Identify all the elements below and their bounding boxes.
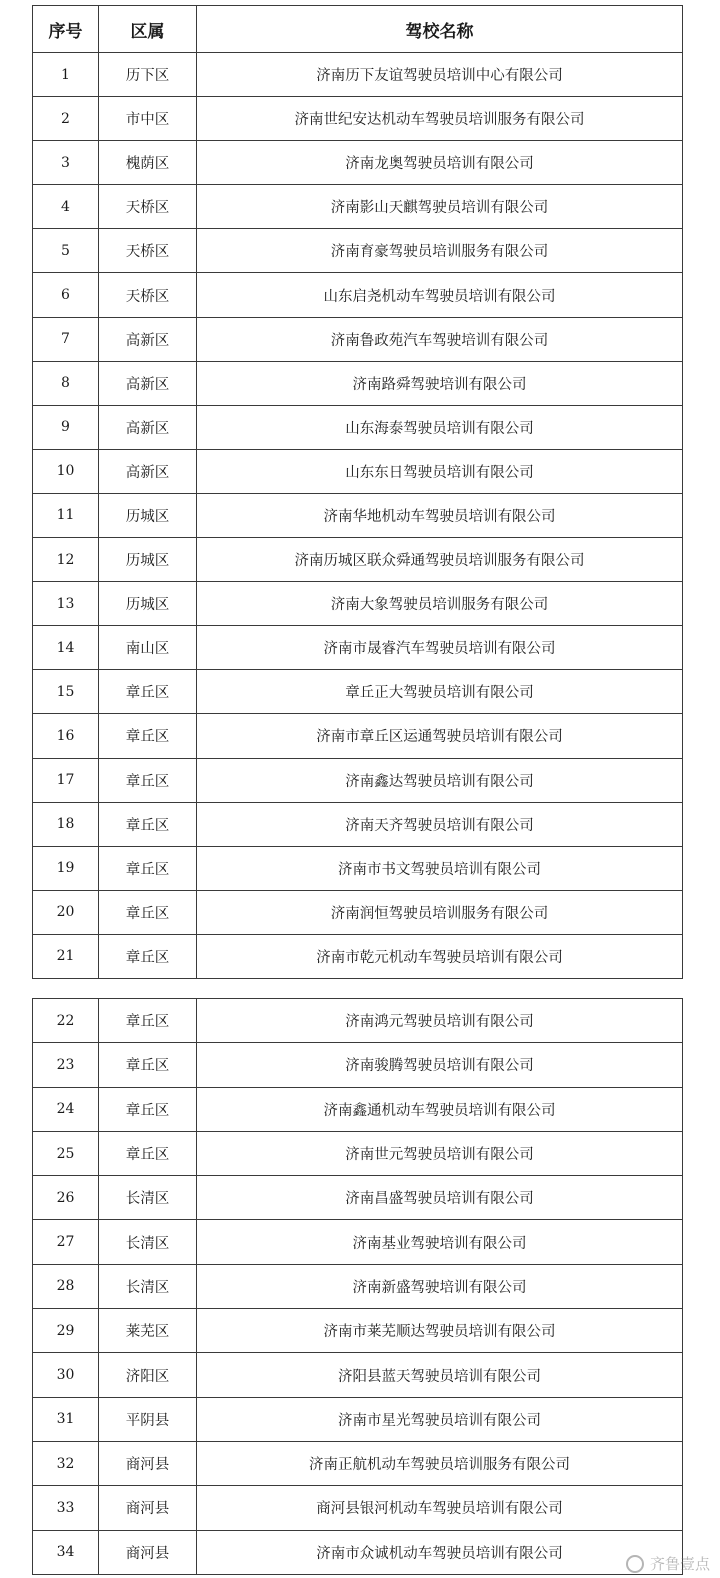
cell-school-name: 济南基业驾驶培训有限公司 xyxy=(197,1220,683,1264)
cell-index: 18 xyxy=(33,802,99,846)
cell-school-name: 济南润恒驾驶员培训服务有限公司 xyxy=(197,890,683,934)
cell-school-name: 济南鲁政苑汽车驾驶培训有限公司 xyxy=(197,317,683,361)
cell-district: 天桥区 xyxy=(99,185,197,229)
cell-index: 14 xyxy=(33,626,99,670)
cell-district: 天桥区 xyxy=(99,229,197,273)
table-row xyxy=(33,758,683,802)
cell-index: 9 xyxy=(33,405,99,449)
table-row xyxy=(33,449,683,493)
table-row xyxy=(33,538,683,582)
cell-index: 34 xyxy=(33,1530,99,1574)
table-row xyxy=(33,1087,683,1131)
cell-district: 章丘区 xyxy=(99,846,197,890)
cell-index: 21 xyxy=(33,934,99,978)
cell-school-name: 山东海泰驾驶员培训有限公司 xyxy=(197,405,683,449)
header-school-name: 驾校名称 xyxy=(197,6,683,53)
cell-school-name: 济南市众诚机动车驾驶员培训有限公司 xyxy=(197,1530,683,1574)
table-row xyxy=(33,185,683,229)
driving-school-table-part1 xyxy=(32,5,683,979)
cell-index: 29 xyxy=(33,1309,99,1353)
cell-school-name: 济南正航机动车驾驶员培训服务有限公司 xyxy=(197,1441,683,1485)
cell-district: 槐荫区 xyxy=(99,141,197,185)
cell-index: 33 xyxy=(33,1486,99,1530)
cell-index: 28 xyxy=(33,1264,99,1308)
cell-district: 历城区 xyxy=(99,582,197,626)
cell-district: 章丘区 xyxy=(99,1131,197,1175)
cell-school-name: 山东东日驾驶员培训有限公司 xyxy=(197,449,683,493)
cell-school-name: 济南昌盛驾驶员培训有限公司 xyxy=(197,1176,683,1220)
cell-district: 高新区 xyxy=(99,449,197,493)
cell-school-name: 济南世元驾驶员培训有限公司 xyxy=(197,1131,683,1175)
cell-school-name: 济南新盛驾驶培训有限公司 xyxy=(197,1264,683,1308)
cell-district: 平阴县 xyxy=(99,1397,197,1441)
cell-index: 25 xyxy=(33,1131,99,1175)
cell-school-name: 济南骏腾驾驶员培训有限公司 xyxy=(197,1043,683,1087)
cell-index: 5 xyxy=(33,229,99,273)
cell-index: 2 xyxy=(33,97,99,141)
cell-school-name: 济南市晟睿汽车驾驶员培训有限公司 xyxy=(197,626,683,670)
table-row xyxy=(33,493,683,537)
cell-school-name: 山东启尧机动车驾驶员培训有限公司 xyxy=(197,273,683,317)
header-index: 序号 xyxy=(33,6,99,53)
watermark-text: 齐鲁壹点 xyxy=(649,1555,710,1573)
table-row xyxy=(33,626,683,670)
table-row xyxy=(33,1309,683,1353)
cell-school-name: 济南世纪安达机动车驾驶员培训服务有限公司 xyxy=(197,97,683,141)
table-row xyxy=(33,1397,683,1441)
cell-school-name: 济南育豪驾驶员培训服务有限公司 xyxy=(197,229,683,273)
cell-index: 17 xyxy=(33,758,99,802)
table-row xyxy=(33,714,683,758)
cell-index: 15 xyxy=(33,670,99,714)
table-row xyxy=(33,582,683,626)
cell-district: 高新区 xyxy=(99,317,197,361)
table-row xyxy=(33,361,683,405)
cell-index: 7 xyxy=(33,317,99,361)
cell-index: 6 xyxy=(33,273,99,317)
cell-district: 历城区 xyxy=(99,538,197,582)
cell-school-name: 济南历城区联众舜通驾驶员培训服务有限公司 xyxy=(197,538,683,582)
cell-district: 章丘区 xyxy=(99,999,197,1043)
cell-school-name: 济南历下友谊驾驶员培训中心有限公司 xyxy=(197,53,683,97)
cell-index: 27 xyxy=(33,1220,99,1264)
table-row xyxy=(33,1176,683,1220)
table-row xyxy=(33,53,683,97)
watermark xyxy=(626,1553,710,1574)
table-row xyxy=(33,97,683,141)
cell-school-name: 济南龙奥驾驶员培训有限公司 xyxy=(197,141,683,185)
header-district: 区属 xyxy=(99,6,197,53)
cell-district: 章丘区 xyxy=(99,1087,197,1131)
cell-school-name: 济南市星光驾驶员培训有限公司 xyxy=(197,1397,683,1441)
cell-school-name: 商河县银河机动车驾驶员培训有限公司 xyxy=(197,1486,683,1530)
cell-school-name: 济阳县蓝天驾驶员培训有限公司 xyxy=(197,1353,683,1397)
table-row xyxy=(33,802,683,846)
cell-index: 24 xyxy=(33,1087,99,1131)
cell-district: 长清区 xyxy=(99,1220,197,1264)
cell-school-name: 济南鑫达驾驶员培训有限公司 xyxy=(197,758,683,802)
cell-district: 市中区 xyxy=(99,97,197,141)
cell-district: 章丘区 xyxy=(99,890,197,934)
table-row xyxy=(33,1131,683,1175)
cell-district: 商河县 xyxy=(99,1441,197,1485)
qilu-logo-icon xyxy=(626,1555,644,1573)
table-row xyxy=(33,317,683,361)
cell-district: 商河县 xyxy=(99,1486,197,1530)
table-row xyxy=(33,273,683,317)
table-row xyxy=(33,999,683,1043)
cell-index: 32 xyxy=(33,1441,99,1485)
cell-school-name: 济南市莱芜顺达驾驶员培训有限公司 xyxy=(197,1309,683,1353)
cell-index: 13 xyxy=(33,582,99,626)
cell-district: 南山区 xyxy=(99,626,197,670)
table-row xyxy=(33,1043,683,1087)
cell-district: 长清区 xyxy=(99,1264,197,1308)
cell-district: 章丘区 xyxy=(99,802,197,846)
table-row xyxy=(33,141,683,185)
cell-school-name: 济南鑫通机动车驾驶员培训有限公司 xyxy=(197,1087,683,1131)
cell-district: 高新区 xyxy=(99,361,197,405)
table-row xyxy=(33,846,683,890)
cell-district: 天桥区 xyxy=(99,273,197,317)
table-row xyxy=(33,934,683,978)
cell-index: 22 xyxy=(33,999,99,1043)
cell-district: 高新区 xyxy=(99,405,197,449)
cell-district: 济阳区 xyxy=(99,1353,197,1397)
cell-school-name: 济南市书文驾驶员培训有限公司 xyxy=(197,846,683,890)
cell-school-name: 济南市乾元机动车驾驶员培训有限公司 xyxy=(197,934,683,978)
cell-district: 章丘区 xyxy=(99,670,197,714)
table-row xyxy=(33,229,683,273)
driving-school-table-part2 xyxy=(32,998,683,1575)
cell-school-name: 济南天齐驾驶员培训有限公司 xyxy=(197,802,683,846)
cell-district: 莱芜区 xyxy=(99,1309,197,1353)
cell-district: 商河县 xyxy=(99,1530,197,1574)
cell-district: 长清区 xyxy=(99,1176,197,1220)
cell-index: 12 xyxy=(33,538,99,582)
table-header-row xyxy=(33,6,683,53)
cell-index: 4 xyxy=(33,185,99,229)
cell-school-name: 济南影山天麒驾驶员培训有限公司 xyxy=(197,185,683,229)
cell-index: 3 xyxy=(33,141,99,185)
cell-district: 章丘区 xyxy=(99,758,197,802)
cell-district: 章丘区 xyxy=(99,934,197,978)
cell-district: 章丘区 xyxy=(99,714,197,758)
cell-school-name: 济南市章丘区运通驾驶员培训有限公司 xyxy=(197,714,683,758)
cell-index: 11 xyxy=(33,493,99,537)
cell-index: 19 xyxy=(33,846,99,890)
cell-index: 16 xyxy=(33,714,99,758)
cell-index: 10 xyxy=(33,449,99,493)
cell-index: 23 xyxy=(33,1043,99,1087)
cell-school-name: 济南大象驾驶员培训服务有限公司 xyxy=(197,582,683,626)
table-row xyxy=(33,890,683,934)
table-row xyxy=(33,1530,683,1574)
cell-index: 1 xyxy=(33,53,99,97)
cell-school-name: 济南华地机动车驾驶员培训有限公司 xyxy=(197,493,683,537)
table-row xyxy=(33,1353,683,1397)
table-row xyxy=(33,670,683,714)
table-row xyxy=(33,1264,683,1308)
cell-school-name: 济南鸿元驾驶员培训有限公司 xyxy=(197,999,683,1043)
cell-district: 历城区 xyxy=(99,493,197,537)
table-row xyxy=(33,405,683,449)
cell-index: 26 xyxy=(33,1176,99,1220)
table-row xyxy=(33,1220,683,1264)
cell-school-name: 章丘正大驾驶员培训有限公司 xyxy=(197,670,683,714)
table-row xyxy=(33,1486,683,1530)
cell-index: 8 xyxy=(33,361,99,405)
cell-index: 30 xyxy=(33,1353,99,1397)
cell-district: 历下区 xyxy=(99,53,197,97)
table-row xyxy=(33,1441,683,1485)
cell-school-name: 济南路舜驾驶培训有限公司 xyxy=(197,361,683,405)
cell-district: 章丘区 xyxy=(99,1043,197,1087)
cell-index: 31 xyxy=(33,1397,99,1441)
cell-index: 20 xyxy=(33,890,99,934)
